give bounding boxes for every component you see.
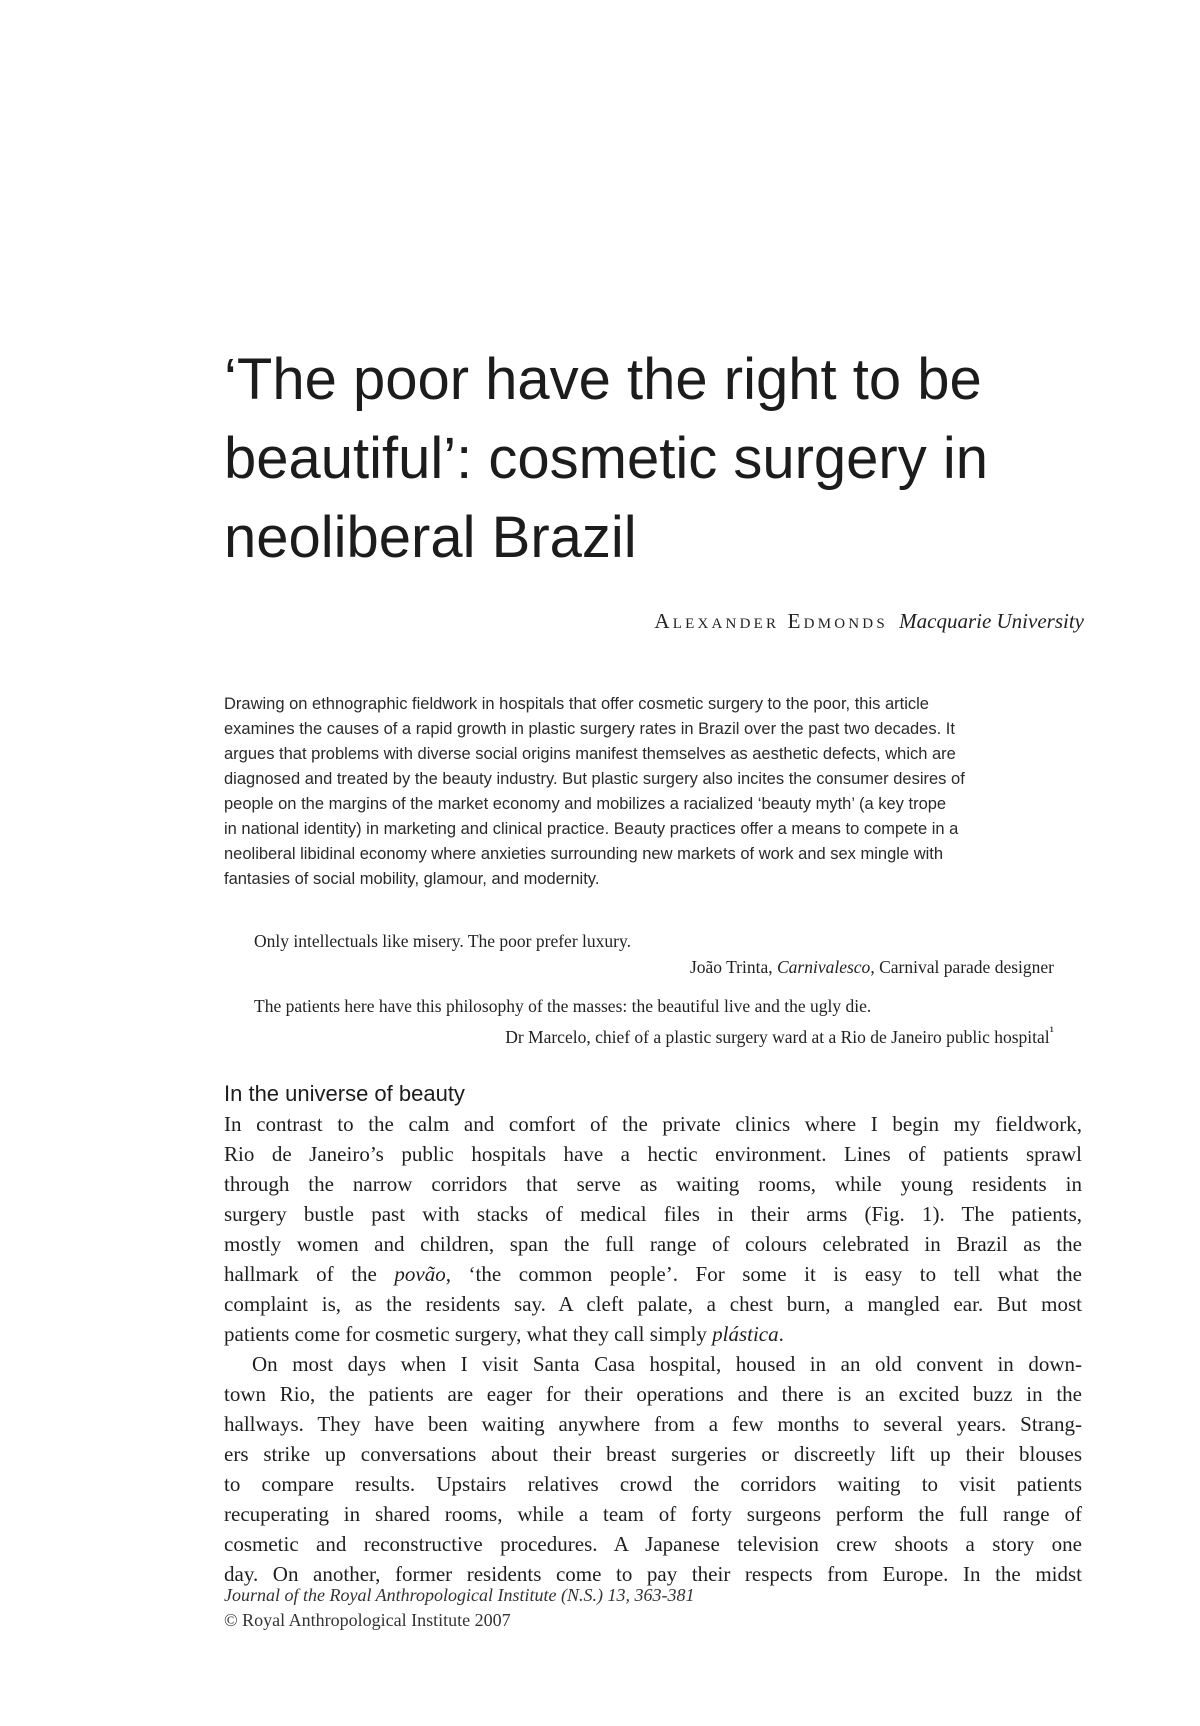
title-line: ‘The poor have the right to be [224, 347, 982, 412]
body-line: mostly women and children, span the full range of colours celebrated in Brazil as the [224, 1232, 1082, 1256]
body-line: cosmetic and reconstructive procedures. A Japanese television crew shoots a story one [224, 1532, 1082, 1556]
title-line: beautiful’: cosmetic surgery in [224, 426, 988, 491]
page-footer [224, 1583, 694, 1633]
footnote-marker[interactable]: ¹ [1049, 1024, 1054, 1040]
title-line: neoliberal Brazil [224, 505, 637, 570]
author-affiliation: Macquarie University [899, 609, 1084, 633]
body-line: On most days when I visit Santa Casa hospital, housed in an old convent in down- [252, 1352, 1082, 1376]
body-line: town Rio, the patients are eager for their operations and there is an excited buzz in the [224, 1382, 1082, 1406]
epigraph-attribution [690, 954, 1054, 980]
body-text-run: , ‘the common people’. For some it is easy to tell what the [445, 1262, 1082, 1286]
copyright-notice: © Royal Anthropological Institute 2007 [224, 1610, 511, 1630]
attribution-text: João Trinta, [689, 957, 777, 977]
byline [654, 609, 1084, 634]
abstract [224, 692, 1084, 892]
abstract-line: Drawing on ethnographic fieldwork in hospitals that offer cosmetic surgery to the poor, this article [224, 695, 929, 713]
body-text-run: . [778, 1322, 784, 1346]
body-emphasis: povão [394, 1262, 446, 1286]
epigraph-quote: The patients here have this philosophy of the masses: the beautiful live and the ugly die. [254, 996, 872, 1016]
section-heading: In the universe of beauty [224, 1081, 465, 1106]
epigraph [254, 928, 1054, 977]
abstract-line: argues that problems with diverse social origins manifest themselves as aesthetic defects, which are [224, 745, 956, 763]
abstract-line: examines the causes of a rapid growth in plastic surgery rates in Brazil over the past two decades. It [224, 720, 955, 738]
attribution-text: Dr Marcelo, chief of a plastic surgery ward at a Rio de Janeiro public hospital [505, 1026, 1050, 1047]
body-emphasis: plástica [712, 1322, 779, 1346]
attribution-text: , Carnival parade designer [870, 957, 1054, 977]
journal-citation: Journal of the Royal Anthropological Institute (N.S.) 13, 363-381 [224, 1585, 695, 1605]
body-line: through the narrow corridors that serve as waiting rooms, while young residents in [224, 1172, 1082, 1196]
body-line [224, 1319, 1082, 1349]
body-text [224, 1109, 1082, 1589]
body-line: ers strike up conversations about their breast surgeries or discreetly lift up their blouses [224, 1442, 1082, 1466]
body-line: complaint is, as the residents say. A cleft palate, a chest burn, a mangled ear. But most [224, 1292, 1082, 1316]
abstract-line: diagnosed and treated by the beauty industry. But plastic surgery also incites the consumer desires of [224, 770, 965, 788]
article-title [224, 340, 1104, 577]
attribution-emphasis: Carnivalesco [776, 957, 871, 977]
abstract-line: neoliberal libidinal economy where anxieties surrounding new markets of work and sex mingle with [224, 845, 944, 863]
body-line: recuperating in shared rooms, while a team of forty surgeons perform the full range of [224, 1502, 1082, 1526]
body-line: day. On another, former residents come to pay their respects from Europe. In the midst [224, 1562, 1082, 1586]
body-line: surgery bustle past with stacks of medical files in their arms (Fig. 1). The patients, [224, 1202, 1082, 1226]
abstract-line: people on the margins of the market economy and mobilizes a racialized ‘beauty myth’ (a key trope [224, 795, 947, 813]
body-line: to compare results. Upstairs relatives crowd the corridors waiting to visit patients [224, 1472, 1082, 1496]
body-line: Rio de Janeiro’s public hospitals have a hectic environment. Lines of patients sprawl [224, 1142, 1082, 1166]
abstract-line: in national identity) in marketing and clinical practice. Beauty practices offer a means to compete in a [224, 820, 959, 838]
body-line: hallways. They have been waiting anywhere from a few months to several years. Strang- [224, 1412, 1082, 1436]
epigraph [254, 993, 1054, 1047]
body-text-run: patients come for cosmetic surgery, what they call simply [224, 1322, 713, 1346]
body-text-run: hallmark of the [224, 1262, 395, 1286]
body-line: In contrast to the calm and comfort of the private clinics where I begin my fieldwork, [224, 1112, 1082, 1136]
abstract-line: fantasies of social mobility, glamour, and modernity. [224, 870, 600, 888]
author-name: Alexander Edmonds [654, 609, 888, 633]
epigraph-quote: Only intellectuals like misery. The poor prefer luxury. [254, 931, 631, 951]
body-line [224, 1259, 1082, 1289]
epigraph-attribution [505, 1019, 1054, 1050]
